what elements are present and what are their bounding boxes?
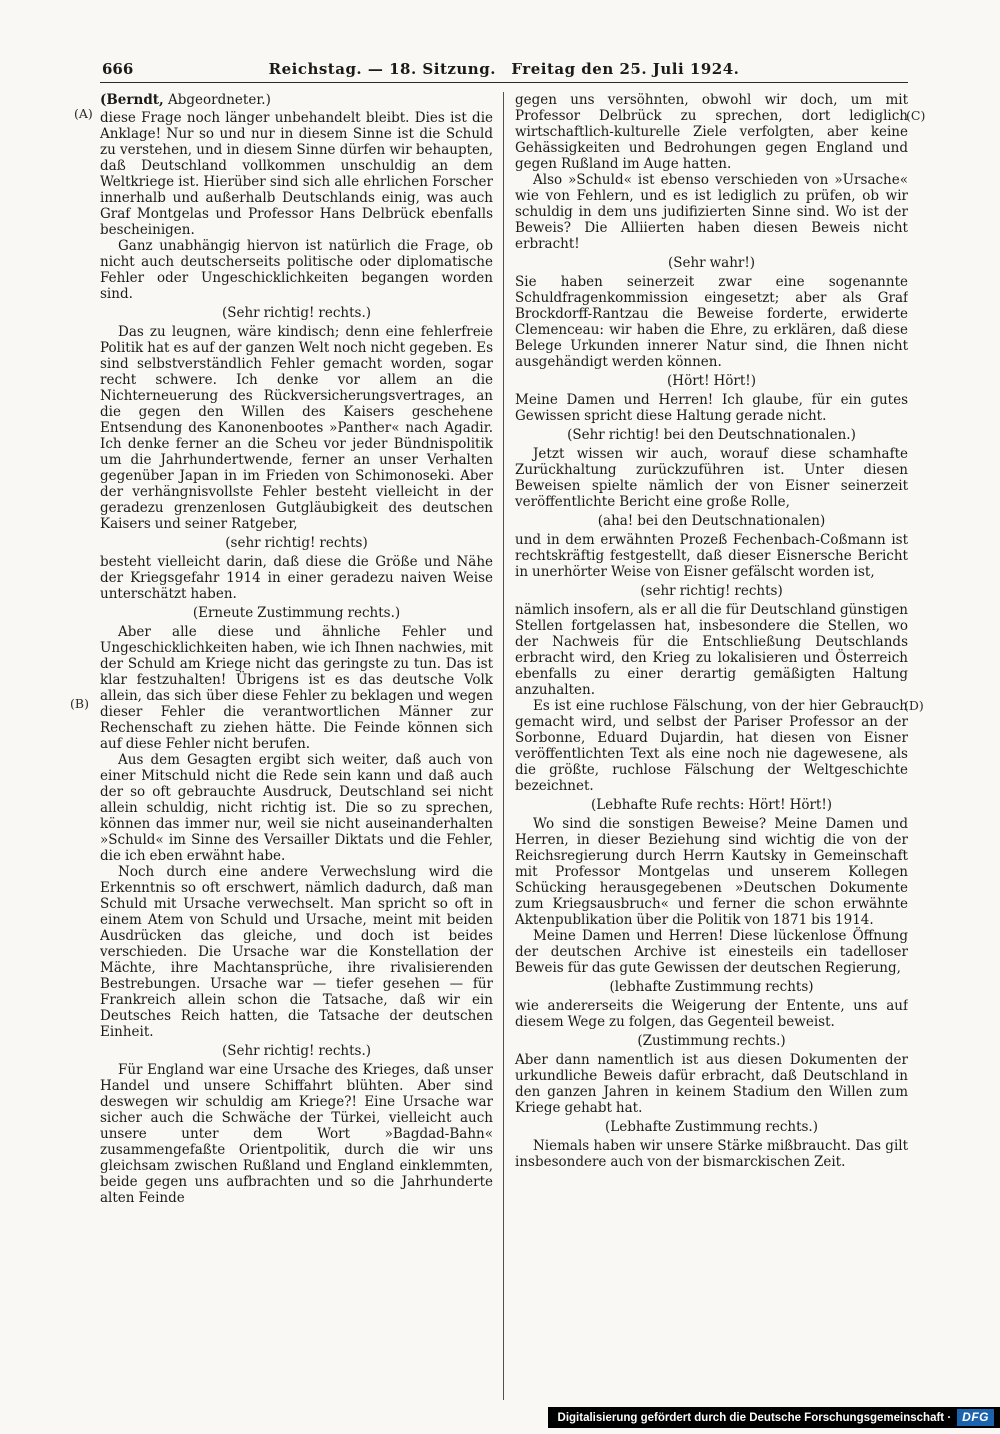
paragraph: Noch durch eine andere Verwechslung wird die Erkenntnis so oft erschwert, nämlich dadurch, daß man Schuld mit Ursache verwechselt. Man spricht so oft in einem Atem von Schuld und Ursache, meint mit beiden Ausdrücken das gleiche, und doch ist beides verschieden. Die Ursache war die Konstellation der Mächte, ihre Machtansprüche, ihre rivalisierenden Bestrebungen. Ursache war — tiefer gesehen — für Frankreich allein schon die Tatsache, daß wir ein Deutsches Reich hatten, die Tatsache der deutschen Einheit.: [100, 864, 493, 1040]
left-column: [100, 92, 493, 1400]
speaker-role: Abgeordneter.): [163, 92, 271, 108]
paragraph: gegen uns versöhnten, obwohl wir doch, um mit Professor Delbrück zu sprechen, dort lediglich wirtschaftlich-kulturelle Ziele verfolgten, aber keine Gehässigkeiten und Bedrohungen gegen England und gegen Rußland im Auge hatten.: [515, 92, 908, 172]
digitization-footer: [548, 1407, 1000, 1428]
interjection: (sehr richtig! rechts): [640, 583, 783, 599]
page-number: 666: [102, 60, 134, 78]
interjection: (Erneute Zustimmung rechts.): [192, 605, 401, 621]
page-header: [100, 58, 908, 83]
interjection: (Zustimmung rechts.): [637, 1033, 786, 1049]
margin-letter-d: (D): [904, 698, 924, 713]
column-divider-rule: [503, 92, 504, 1400]
paragraph: besteht vielleicht darin, daß diese die Größe und Nähe der Kriegsgefahr 1914 in einer geradezu naiven Weise unterschätzt haben.: [100, 554, 493, 602]
paragraph: wie andererseits die Weigerung der Entente, uns auf diesem Wege zu folgen, das Gegenteil beweist.: [515, 998, 908, 1030]
interjection: (Sehr richtig! rechts.): [221, 1043, 372, 1059]
paragraph: diese Frage noch länger unbehandelt bleibt. Dies ist die Anklage! Nur so und nur in diesem Sinne ist die Schuld zu verstehen, und in diesem Sinne dürfen wir behaupten, daß Deutschland vollkommen unschuldig an dem Weltkriege ist. Hierüber sind sich alle ehrlichen Forscher innerhalb und außerhalb Deutschlands einig, was auch Graf Montgelas und Professor Hans Delbrück ebenfalls bescheinigen.: [100, 110, 493, 238]
dfg-logo: DFG: [957, 1409, 994, 1426]
paragraph: Aber dann namentlich ist aus diesen Dokumenten der urkundliche Beweis dafür erbracht, daß Deutschland in den ganzen Jahren in keinem Stadium den Willen zum Kriege gehabt hat.: [515, 1052, 908, 1116]
margin-letter-a: (A): [74, 106, 93, 121]
speaker-note: [100, 92, 493, 108]
margin-letter-b: (B): [70, 696, 89, 711]
paragraph: Das zu leugnen, wäre kindisch; denn eine fehlerfreie Politik hat es auf der ganzen Welt noch nicht gegeben. Es sind selbstverständlich Fehler gemacht worden, sogar recht schwere. Ich denke vor allem an die Nichterneuerung des Rückversicherungsvertrages, an die gegen den Willen des Kaisers geschehene Entsendung des Kanonenbootes »Panther« nach Agadir. Ich denke ferner an die Scheu vor jeder Bündnispolitik um die Jahrhundertwende, ferner an unser Verhalten gegenüber Japan in im Frieden von Schimonoseki. Aber der verhängnisvollste Fehler besteht vielleicht in der geradezu grenzenlosen Gutgläubigkeit des deutschen Kaisers und seiner Ratgeber,: [100, 324, 493, 532]
speaker-name: (Berndt,: [100, 92, 164, 108]
interjection: (sehr richtig! rechts): [225, 535, 368, 551]
right-column: [515, 92, 908, 1400]
interjection: (Lebhafte Rufe rechts: Hört! Hört!): [590, 797, 833, 813]
paragraph: Ganz unabhängig hiervon ist natürlich die Frage, ob nicht auch deutscherseits politische oder diplomatische Fehler oder Ungeschicklichkeiten begangen worden sind.: [100, 238, 493, 302]
paragraph: und in dem erwähnten Prozeß Fechenbach-Coßmann ist rechtskräftig festgestellt, daß dieser Eisnersche Bericht in unerhörter Weise von Eisner gefälscht worden ist,: [515, 532, 908, 580]
interjection: (Sehr richtig! rechts.): [221, 305, 372, 321]
paragraph: Also »Schuld« ist ebenso verschieden von »Ursache« wie von Fehlern, und es ist lediglich zu prüfen, ob wir schuldig in dem uns judifizierten Sinne sind. Wo ist der Beweis? Die Alliierten haben diesen Beweis nicht erbracht!: [515, 172, 908, 252]
paragraph: Niemals haben wir unsere Stärke mißbraucht. Das gilt insbesondere auch von der bismarckischen Zeit.: [515, 1138, 908, 1170]
paragraph: Aus dem Gesagten ergibt sich weiter, daß auch von einer Mitschuld nicht die Rede sein kann und daß auch der so oft gebrauchte Ausdruck, Deutschland sei nicht allein schuldig, nicht richtig ist. Die so zu sprechen, können das immer nur, weil sie nicht auseinanderhalten »Schuld« im Sinne des Versailler Diktats und die Fehler, die ich eben erwähnt habe.: [100, 752, 493, 864]
text-columns: [100, 92, 908, 1400]
paragraph: Es ist eine ruchlose Fälschung, von der hier Gebrauch gemacht wird, und selbst der Pariser Professor an der Sorbonne, Eduard Dujardin, hat diesen von Eisner veröffentlichten Text als eine noch nie dagewesene, als die größte, ruchlose Fälschung der Weltgeschichte bezeichnet.: [515, 698, 908, 794]
margin-letter-c: (C): [906, 108, 926, 123]
interjection: (Lebhafte Zustimmung rechts.): [605, 1119, 818, 1135]
interjection: (Sehr richtig! bei den Deutschnationalen.): [567, 427, 856, 443]
paragraph: Meine Damen und Herren! Diese lückenlose Öffnung der deutschen Archive ist einesteils ein tadelloser Beweis für das gute Gewissen der deutschen Regierung,: [515, 928, 908, 976]
paragraph: Aber alle diese und ähnliche Fehler und Ungeschicklichkeiten haben, wie ich Ihnen nachwies, mit der Schuld am Kriege nicht das geringste zu tun. Das ist klar festzuhalten! Übrigens ist es das deutsche Volk allein, das sich über diese Fehler zu beklagen und wegen dieser Fehler die verantwortlichen Männer zur Rechenschaft zu ziehen hätte. Die Feinde können sich auf diese Fehler nicht berufen.: [100, 624, 493, 752]
paragraph: Jetzt wissen wir auch, worauf diese schamhafte Zurückhaltung zurückzuführen ist. Unter diesen Beweisen spielte nämlich der von Eisner seinerzeit veröffentlichte Bericht eine große Rolle,: [515, 446, 908, 510]
page-title: Reichstag. — 18. Sitzung. Freitag den 25. Juli 1924.: [268, 60, 740, 78]
interjection: (lebhafte Zustimmung rechts): [609, 979, 814, 995]
paragraph: Meine Damen und Herren! Ich glaube, für ein gutes Gewissen spricht diese Haltung gerade nicht.: [515, 392, 908, 424]
interjection: (Sehr wahr!): [667, 255, 756, 271]
paragraph: Wo sind die sonstigen Beweise? Meine Damen und Herren, in dieser Beziehung sind wichtig die von der Reichsregierung durch Herrn Kautsky in Gemeinschaft mit Professor Montgelas und unserem Kollegen Schücking herausgegebenen »Deutschen Dokumente zum Kriegsausbruch« und ferner die schon erwähnte Aktenpublikation über die Politik von 1871 bis 1914.: [515, 816, 908, 928]
paragraph: nämlich insofern, als er all die für Deutschland günstigen Stellen fortgelassen hat, insbesondere die Stellen, wo der Nachweis für die Entschließung Deutschlands erbracht wird, den Krieg zu lokalisieren und Österreich ebenfalls zu einer derartig gemäßigten Haltung anzuhalten.: [515, 602, 908, 698]
interjection: (aha! bei den Deutschnationalen): [597, 513, 826, 529]
digitization-credit: Digitalisierung gefördert durch die Deutsche Forschungsgemeinschaft ·: [557, 1411, 952, 1424]
paragraph: Sie haben seinerzeit zwar eine sogenannte Schuldfragenkommission eingesetzt; aber als Graf Brockdorff-Rantzau die Beweise forderte, erwiderte Clemenceau: wir haben die Ehre, zu erklären, daß diese Belege Urkunden innerer Natur sind, die Ihnen nicht ausgehändigt werden können.: [515, 274, 908, 370]
interjection: (Hört! Hört!): [667, 373, 756, 389]
paragraph: Für England war eine Ursache des Krieges, daß unser Handel und unsere Schiffahrt blühten. Aber sind deswegen wir schuldig am Kriege?! Eine Ursache war sicher auch die Schwäche der Türkei, vielleicht auch unsere unter dem Wort »Bagdad-Bahn« zusammengefaßte Orientpolitik, durch die wir uns gleichsam zwischen Rußland und England einklemmten, beide gegen uns aufbrachten und so die Jahrhunderte alten Feinde: [100, 1062, 493, 1206]
